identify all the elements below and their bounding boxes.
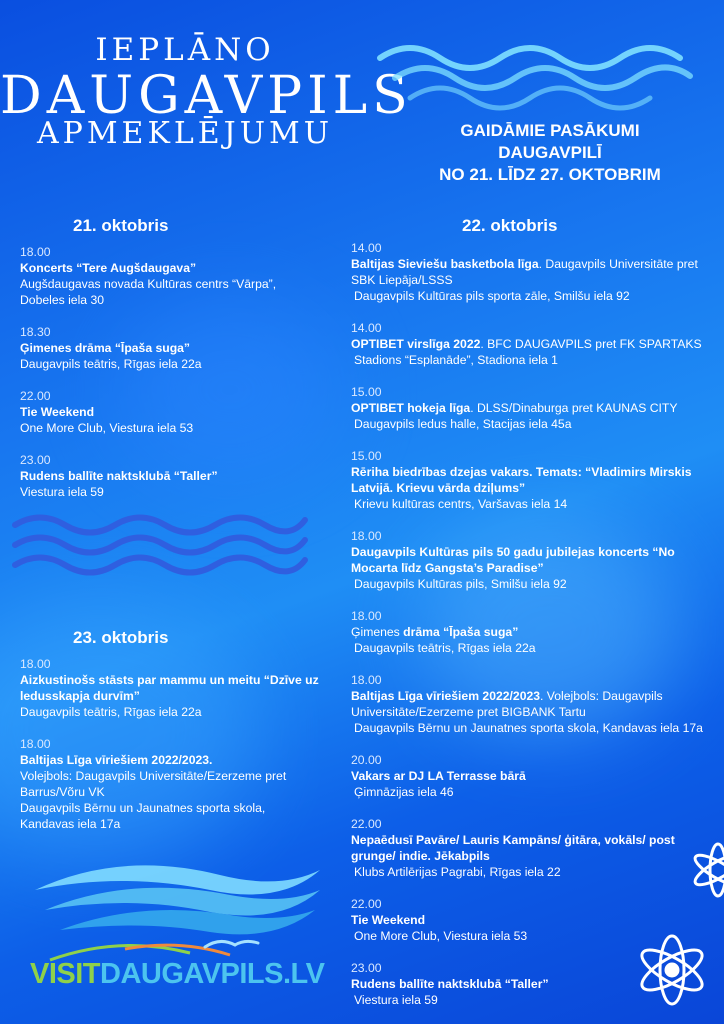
day-heading-23: 23. oktobris <box>73 628 169 647</box>
event-location: Daugavpils Bērnu un Jaunatnes sporta skola, Kandavas iela 17a <box>354 721 703 735</box>
event-location: Klubs Artilērijas Pagrabi, Rīgas iela 22 <box>354 865 561 879</box>
event-title-line <box>351 256 711 288</box>
event-title: OPTIBET hokeja līga <box>351 401 471 415</box>
event-item <box>20 452 310 500</box>
event-title-suffix: . <box>209 753 213 767</box>
event-time: 23.00 <box>20 453 51 467</box>
event-title: drāma “Īpaša suga” <box>403 625 519 639</box>
event-title: Nepaēdusī Pavāre/ Lauris Kampāns/ ģitāra, vokāls/ post grunge/ indie. Jēkabpils <box>351 833 675 863</box>
event-title-line <box>20 752 320 768</box>
event-location: One More Club, Viestura iela 53 <box>354 929 528 943</box>
event-title-rest: . DLSS/Dinaburga pret KAUNAS CITY <box>470 401 678 415</box>
wave-logo-icon <box>30 850 330 940</box>
event-location: Daugavpils teātris, Rīgas iela 22a <box>20 705 202 719</box>
event-location: Viestura iela 59 <box>20 485 104 499</box>
header-line-1: IEPLĀNO <box>95 32 275 68</box>
event-location: Ģimnāzijas iela 46 <box>354 785 454 799</box>
header-line-3: APMEKLĒJUMU <box>36 116 333 151</box>
event-time: 18.00 <box>20 737 51 751</box>
event-title: Rudens ballīte naktsklubā “Taller” <box>20 469 218 483</box>
event-time: 14.00 <box>351 321 382 335</box>
header-title: DAUGAVPILS <box>0 66 413 126</box>
event-time: 15.00 <box>351 449 382 463</box>
event-item <box>20 736 320 832</box>
event-item <box>20 324 310 372</box>
event-title: Rēriha biedrības dzejas vakars. Temats: “Vladimirs Mirskis Latvijā. Krievu vārda dziļums” <box>351 465 692 495</box>
event-title-line <box>20 404 310 420</box>
day-heading-22: 22. oktobris <box>462 216 558 235</box>
event-time: 15.00 <box>351 385 382 399</box>
event-item <box>351 320 711 368</box>
event-time: 22.00 <box>20 389 51 403</box>
event-title-line <box>20 340 310 356</box>
events-subtitle <box>410 120 690 186</box>
event-item <box>351 384 711 432</box>
event-location: Stadions “Esplanāde”, Stadiona iela 1 <box>354 353 558 367</box>
event-time: 18.00 <box>20 245 51 259</box>
event-time: 22.00 <box>351 817 382 831</box>
logo-daugavpils: DAUGAVPILS.LV <box>100 958 325 990</box>
event-time: 18.00 <box>351 673 382 687</box>
event-title-line <box>20 260 310 276</box>
event-title: Vakars ar DJ LA Terrasse bārā <box>351 769 526 783</box>
event-title: Baltijas Līga vīriešiem 2022/2023 <box>20 753 210 767</box>
day-heading-21: 21. oktobris <box>73 216 169 235</box>
event-item <box>20 388 310 436</box>
event-title: Daugavpils Kultūras pils 50 gadu jubilejas koncerts “No Mocarta līdz Gangsta’s Paradise” <box>351 545 675 575</box>
event-location: Daugavpils Kultūras pils, Smilšu iela 92 <box>354 577 567 591</box>
event-item <box>20 244 310 308</box>
event-title: Rudens ballīte naktsklubā “Taller” <box>351 977 549 991</box>
event-title: OPTIBET virslīga 2022 <box>351 337 481 351</box>
wave-decoration-top <box>370 28 700 113</box>
event-time: 18.00 <box>351 529 382 543</box>
subtitle-line-2: DAUGAVPILĪ <box>498 143 602 162</box>
event-title-line <box>351 768 711 784</box>
event-title-line <box>351 464 711 496</box>
event-title-line <box>351 336 711 352</box>
event-title-line <box>351 688 711 720</box>
event-title: Koncerts “Tere Augšdaugava” <box>20 261 197 275</box>
event-location: One More Club, Viestura iela 53 <box>20 421 194 435</box>
event-location: Augšdaugavas novada Kultūras centrs “Vārpa”, Dobeles iela 30 <box>20 277 277 307</box>
event-title-line <box>20 468 310 484</box>
event-item <box>351 608 711 656</box>
event-title: Tie Weekend <box>20 405 95 419</box>
event-title-line <box>351 400 711 416</box>
event-location: Daugavpils teātris, Rīgas iela 22a <box>20 357 202 371</box>
event-title: Baltijas Sieviešu basketbola līga <box>351 257 539 271</box>
event-item <box>351 528 711 592</box>
event-title-line <box>351 544 711 576</box>
event-time: 18.30 <box>20 325 51 339</box>
event-title: Aizkustinošs stāsts par mammu un meitu “Dzīve uz ledusskapja durvīm” <box>20 673 319 703</box>
event-item <box>351 448 711 512</box>
wave-decoration-middle <box>10 505 310 585</box>
event-time: 18.00 <box>20 657 51 671</box>
event-title-lead: Ģimenes <box>351 625 404 639</box>
event-location-2: Daugavpils Bērnu un Jaunatnes sporta skola, Kandavas iela 17a <box>20 801 266 831</box>
event-title: Ģimenes drāma “Īpaša suga” <box>20 341 191 355</box>
visit-daugavpils-logo <box>30 958 324 991</box>
logo-visit: VISIT <box>30 958 101 990</box>
event-location: Daugavpils Kultūras pils sporta zāle, Smilšu iela 92 <box>354 289 630 303</box>
event-title-rest: . BFC DAUGAVPILS pret FK SPARTAKS <box>480 337 702 351</box>
event-title-rest: . Daugavpils Universitāte pret SBK Liepāja/LSSS <box>351 257 698 287</box>
event-title-line <box>351 624 711 640</box>
event-item <box>351 672 711 736</box>
event-item <box>20 656 320 720</box>
event-location: Volejbols: Daugavpils Universitāte/Ezerzeme pret Barrus/Võru VK <box>20 769 287 799</box>
event-location: Daugavpils ledus halle, Stacijas iela 45a <box>354 417 572 431</box>
flower-icon <box>600 840 724 1024</box>
events-list-21 <box>20 244 310 516</box>
subtitle-line-3: NO 21. LĪDZ 27. OKTOBRIM <box>439 165 661 184</box>
event-time: 18.00 <box>351 609 382 623</box>
event-time: 22.00 <box>351 897 382 911</box>
events-list-23 <box>20 656 320 848</box>
event-title: Baltijas Līga vīriešiem 2022/2023 <box>351 689 541 703</box>
event-title-rest: . Volejbols: Daugavpils Universitāte/Ezerzeme pret BIGBANK Tartu <box>351 689 663 719</box>
event-location: Viestura iela 59 <box>354 993 438 1007</box>
subtitle-line-1: GAIDĀMIE PASĀKUMI <box>460 121 640 140</box>
event-location: Krievu kultūras centrs, Varšavas iela 14 <box>354 497 568 511</box>
event-time: 23.00 <box>351 961 382 975</box>
event-title: Tie Weekend <box>351 913 426 927</box>
event-title-line <box>20 672 320 704</box>
event-time: 14.00 <box>351 241 382 255</box>
event-item <box>351 752 711 800</box>
event-item <box>351 240 711 304</box>
event-time: 20.00 <box>351 753 382 767</box>
event-location: Daugavpils teātris, Rīgas iela 22a <box>354 641 536 655</box>
